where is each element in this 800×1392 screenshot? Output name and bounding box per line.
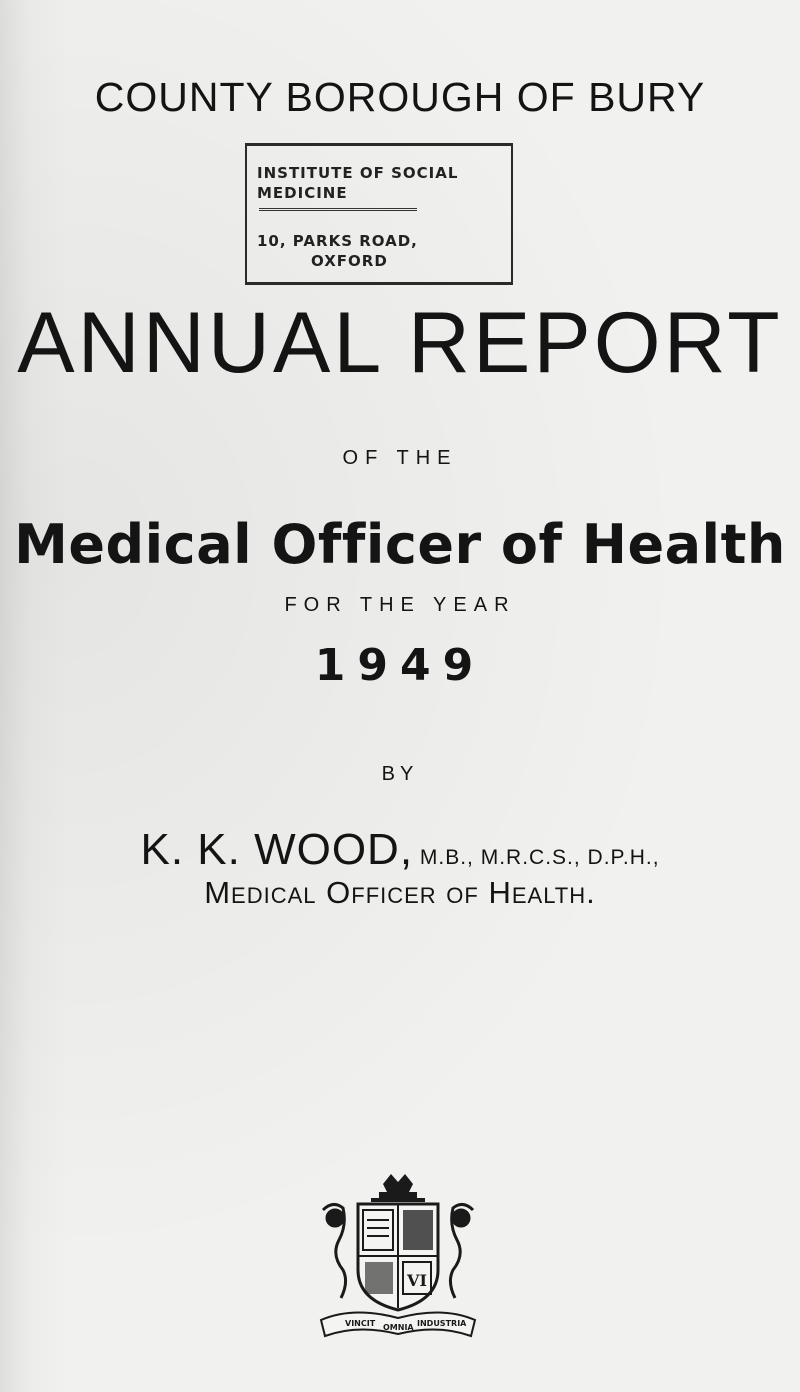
stamp-institute-line: INSTITUTE OF SOCIAL (257, 164, 459, 182)
crest-motto-ribbon (321, 1312, 475, 1336)
author-line (0, 825, 800, 875)
crest-motto-right: INDUSTRIA (417, 1319, 467, 1328)
borough-crest-icon (313, 1170, 483, 1340)
stamp-address-line: 10, PARKS ROAD, (257, 232, 418, 250)
stamp-divider (259, 208, 417, 211)
office-title: Medical Officer of Health (14, 513, 786, 576)
borough-heading: COUNTY BOROUGH OF BURY (94, 74, 706, 120)
crest-shield-numeral: VI (407, 1271, 427, 1290)
by-text: BY (381, 763, 419, 785)
report-year: 1949 (314, 640, 486, 691)
crest-motto-left: VINCIT (345, 1319, 376, 1328)
crest-ornament (371, 1174, 425, 1202)
crest-shield (358, 1204, 438, 1310)
stamp-medicine-line: MEDICINE (257, 184, 348, 202)
report-title: ANNUAL REPORT (17, 295, 783, 391)
author-name: K. K. WOOD, (140, 825, 414, 874)
author-qualifications: M.B., M.R.C.S., D.P.H., (413, 846, 660, 869)
author-title: Medical Officer of Health. (204, 875, 596, 910)
crest-motto-center: OMNIA (383, 1323, 414, 1332)
stamp-city-line: OXFORD (311, 252, 388, 270)
library-stamp (245, 143, 513, 285)
for-the-year-text: FOR THE YEAR (284, 594, 516, 616)
of-the-text: OF THE (342, 447, 458, 469)
